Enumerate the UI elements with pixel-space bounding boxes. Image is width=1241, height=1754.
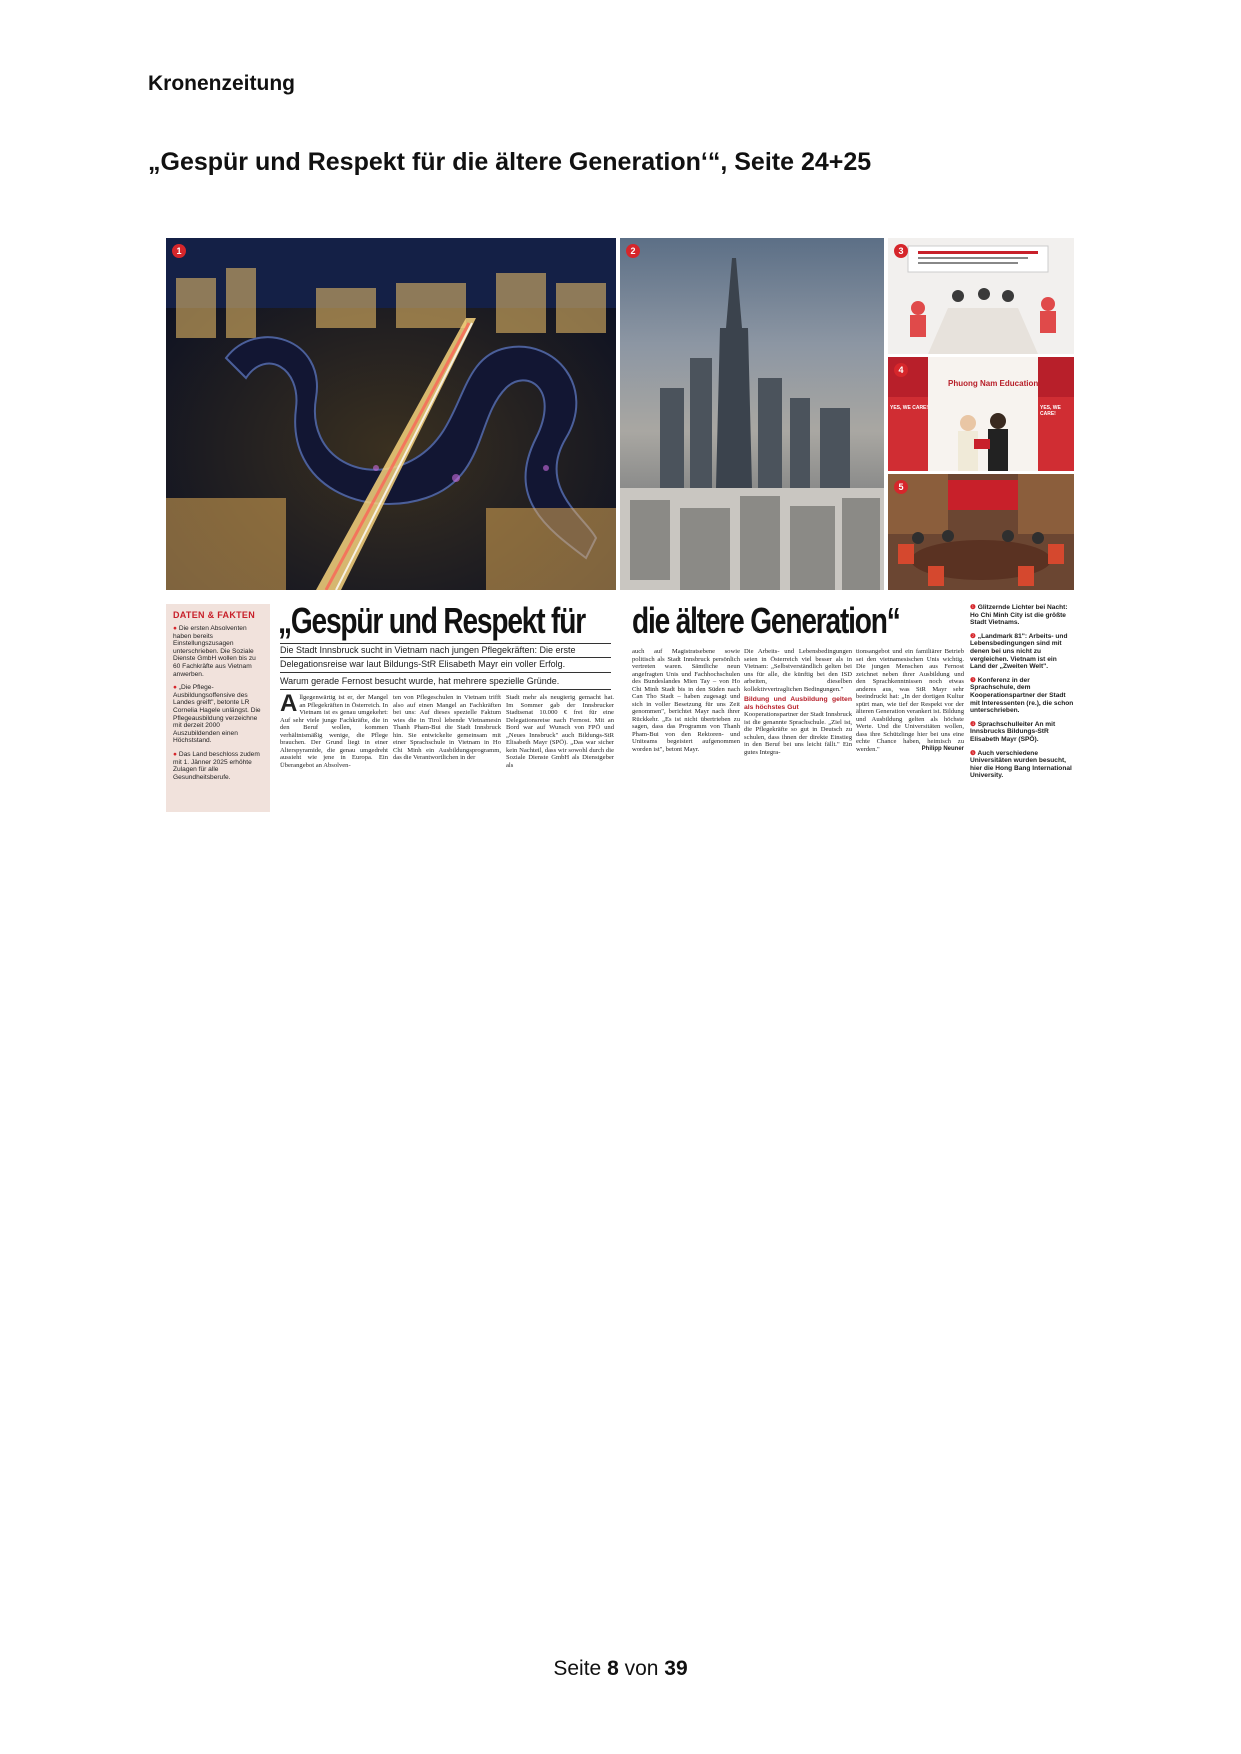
conference-illustration [888,238,1074,354]
divider [280,689,611,690]
photo-number-badge: 2 [626,244,640,258]
caption-item: ❹ Sprachschulleiter An mit Innsbrucks Bildungs-StR Elisabeth Mayr (SPÖ). [970,720,1056,743]
photo-number-badge: 5 [894,480,908,494]
meeting-illustration [888,474,1074,590]
article-column-2: ten von Pflegeschulen in Vietnam trifft also auf einen Mangel an Fachkräften bei uns: Auf dieses spezielle Faktum wies die in Tirol lebende Vietnamesin Thanh Pham-Bui die Stadt Innsbruck hin. Sie entwickelte gemeinsam mit einer Sprachschule in Vietnam in Ho Chi Minh ein Ausbildungsprogramm, das die Verantwortlichen in der [393,694,501,761]
caption-item: ❸ Konferenz in der Sprachschule, dem Kooperationspartner der Stadt mit Interessenten (re.), die schon unterschrieben. [970,676,1074,715]
photo-landmark-81 [620,238,884,590]
night-city-illustration [166,238,616,590]
current-page: 8 [607,1657,619,1680]
caption-item: ❷ „Landmark 81": Arbeits- und Lebensbedingungen sind mit denen bei uns nicht zu vergleichen. Vietnam ist ein Land der „Zweiten Welt". [970,632,1068,671]
article-column-3: Stadt mehr als neugierig gemacht hat. Im Sommer gab der Innsbrucker Stadtsenat 10.000 € frei für eine Delegationsreise nach Fernost. Mit an Bord war auf Wunsch von FPÖ und „Neues Innsbruck" auch Bildungs-StR Elisabeth Mayr (SPÖ). „Das war sicher kein Nachteil, dass wir sowohl durch die Soziale Dienste GmbH als Dienstgeber als [506,694,614,769]
photo-number-badge: 1 [172,244,186,258]
author-byline: Philipp Neuner [921,745,964,752]
facts-title: DATEN & FAKTEN [173,610,256,620]
drop-cap: A [280,694,298,717]
fact-item: ● Die ersten Absolventen haben bereits Einstellungszusagen unterschrieben. Die Soziale Dienste GmbH wollen bis zu 60 Fachkräfte aus Vietnam anwerben. [173,625,256,678]
banner-right: YES, WE CARE! [1040,405,1061,417]
article-headline-left: „Gespür und Respekt für [278,600,585,641]
fact-item: ● Das Land beschloss zudem mit 1. Jänner 2025 erhöhte Zulagen für alle Gesundheitsberufe. [173,750,260,781]
caption-item: ❺ Auch verschiedene Universitäten wurden besucht, hier die Hong Bang International University. [970,749,1072,780]
photo-language-school [888,357,1074,471]
banner-left: YES, WE CARE! [890,405,929,411]
column-subheading: Bildung und Ausbildung gelten als höchstes Gut [744,696,852,711]
skyline-illustration [620,238,884,590]
photo-number-badge: 4 [894,363,908,377]
school-sign: Phuong Nam Education [948,379,1039,388]
divider [280,643,611,644]
photo-night-city [166,238,616,590]
divider [280,657,611,658]
newspaper-clipping [166,238,1074,812]
page-footer: Seite 8 von 39 [553,1657,688,1680]
article-reference-heading: „Gespür und Respekt für die ältere Generation‘“, Seite 24+25 [148,148,872,176]
total-pages: 39 [664,1657,688,1680]
facts-box [166,604,270,812]
subheadline-line-3: Warum gerade Fernost besucht wurde, hat mehrere spezielle Gründe. [280,676,560,686]
article-headline-right: die ältere Generation“ [632,600,900,641]
article-column-4: auch auf Magistratsebene sowie politisch als Stadt Innsbruck persönlich vertreten waren. Sämtliche neun angefragten Unis und Fachhochschulen des Bundeslandes Mien Tay – von Ho Chi Minh Stadt bis in den Süden nach Can Tho Stadt – haben zugesagt und sich in voller Besetzung für uns Zeit genommen", berichtet Mayr nach ihrer Rückkehr. „Es ist nicht übertrieben zu sagen, dass das Programm von Thanh Pham-Bui von den Rektoren- und Uniteams begeistert aufgenommen worden ist", betont Mayr. [632,648,740,753]
article-column-5: Die Arbeits- und Lebensbedingungen seien in Österreich viel besser als in Vietnam: „Selbstverständlich gelten bei uns für alle, die künftig bei den ISD arbeiten, dieselben kollektivvertraglichen Bedingungen." Bildung und Ausbildung gelten als höchstes Gut Kooperationspartner der Stadt Innsbruck ist die genannte Sprachschule. „Ziel ist, die Pflegekräfte so gut in Deutsch zu schulen, dass ihnen der direkte Einstieg in den Beruf bei uns leicht fällt." Ein gutes Integra- [744,648,852,756]
photo-captions [970,604,1074,786]
photo-university-meeting [888,474,1074,590]
article-column-1: Allgegenwärtig ist er, der Mangel an Pflegekräften in Österreich. In Vietnam ist es genau umgekehrt: Auf sehr viele junge Fachkräfte, die in den Beruf wollen, kommen verhältnismäßig wenige, die Pflege brauchen. Der Grund liegt in einer Alterspyramide, die genau umgedreht aussieht wie jene in Europa. Ein Überangebot an Absolven- [280,694,388,769]
caption-item: ❶ Glitzernde Lichter bei Nacht: Ho Chi Minh City ist die größte Stadt Vietnams. [970,604,1068,627]
source-title: Kronenzeitung [148,72,295,95]
article-column-6: tionsangebot und ein familiärer Betrieb sei den vietnamesischen Unis wichtig. Die jungen Menschen aus Fernost zeichnet neben ihrer Ausbildung und den Sprachkenntnissen noch etwas anderes aus, was StR Mayr sehr beeindruckt hat: „In der dortigen Kultur spürt man, wie tief der Respekt vor der älteren Generation verankert ist. Bildung und Ausbildung gelten als höchste Werte. Und die Universitäten wollen, dass ihre Schützlinge hier bei uns eine echte Chance haben, heimisch zu werden." Philipp Neuner [856,648,964,753]
subheadline-line-2: Delegationsreise war laut Bildungs-StR Elisabeth Mayr ein voller Erfolg. [280,659,566,669]
divider [280,672,611,673]
photo-conference [888,238,1074,354]
fact-item: ● „Die Pflege-Ausbildungsoffensive des Landes greift", betonte LR Cornelia Hagele unlängst. Die Pflegeausbildung verzeichne mit derzeit 2000 Auszubildenden einen Höchststand. [173,684,261,745]
photo-number-badge: 3 [894,244,908,258]
subheadline-line-1: Die Stadt Innsbruck sucht in Vietnam nach jungen Pflegekräften: Die erste [280,645,576,655]
